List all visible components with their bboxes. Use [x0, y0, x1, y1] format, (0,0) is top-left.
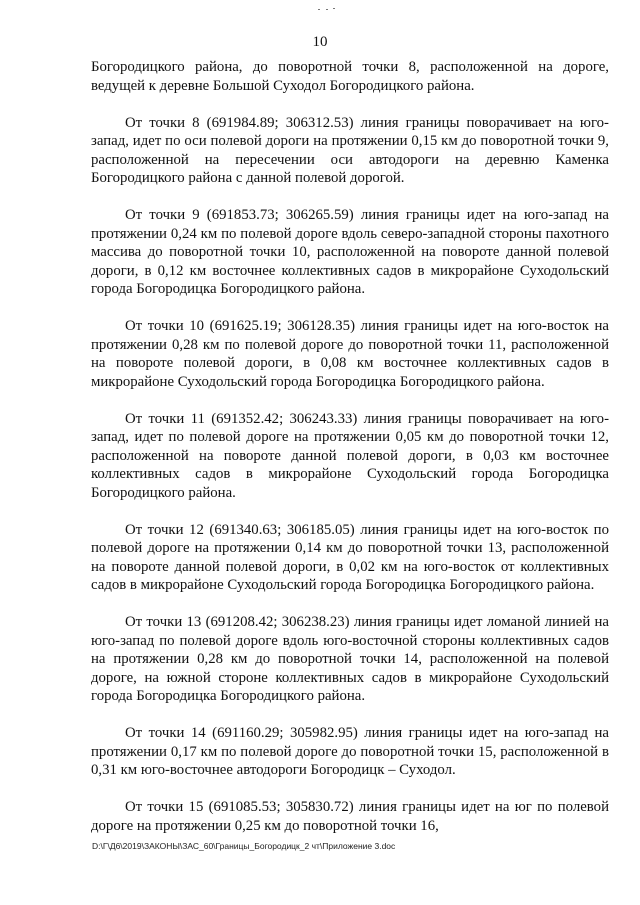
paragraph-point-8: От точки 8 (691984.89; 306312.53) линия границы поворачивает на юго-запад, идет по оси полевой дороги на протяжении 0,15 км до поворотной точки 9, расположенной на пересечении оси автодороги на деревню Каменка Богородицкого района с данной полевой дорогой.	[91, 114, 609, 186]
scan-speck	[326, 9, 328, 10]
paragraph-continuation: Богородицкого района, до поворотной точки 8, расположенной на дороге, ведущей к деревне Большой Суходол Богородицкого района.	[91, 59, 609, 94]
scan-speck	[333, 8, 335, 9]
paragraph-point-14: От точки 14 (691160.29; 305982.95) линия границы идет на юго-запад на протяжении 0,17 км по полевой дороге до поворотной точки 15, расположенной в 0,31 км юго-восточнее автодороги Богородицк – Суходол.	[91, 725, 609, 778]
scan-speck	[318, 9, 320, 10]
paragraph-point-9: От точки 9 (691853.73; 306265.59) линия границы идет на юго-запад на протяжении 0,24 км по полевой дороге вдоль северо-западной стороны пахотного массива до поворотной точки 10, расположенной на повороте данной полевой дороги, в 0,12 км восточнее коллективных садов в микрорайоне Суходольский города Богородицка Богородицкого района.	[91, 207, 609, 297]
paragraph-point-12: От точки 12 (691340.63; 306185.05) линия границы идет на юго-восток по полевой дороге на протяжении 0,14 км до поворотной точки 13, расположенной на повороте данной полевой дороги, в 0,02 км на юго-восток от коллективных садов в микрорайоне Суходольский города Богородицка Богородицкого района.	[91, 521, 609, 593]
footer-file-path: D:\Г\Д6\2019\ЗАКОНЫ\ЗАС_60\Границы_Богородицк_2 чт\Приложение 3.doc	[92, 841, 396, 851]
document-body	[91, 58, 609, 854]
paragraph-point-15: От точки 15 (691085.53; 305830.72) линия границы идет на юг по полевой дороге на протяжении 0,25 км до поворотной точки 16,	[91, 799, 609, 834]
paragraph-point-10: От точки 10 (691625.19; 306128.35) линия границы идет на юго-восток на протяжении 0,28 км по полевой дороге до поворотной точки 11, расположенной на повороте полевой дороги, в 0,08 км восточнее коллективных садов в микрорайоне Суходольский города Богородицка Богородицкого района.	[91, 318, 609, 390]
page-number: 10	[312, 34, 328, 50]
paragraph-point-13: От точки 13 (691208.42; 306238.23) линия границы идет ломаной линией на юго-запад по полевой дороге вдоль юго-восточной стороны коллективных садов на протяжении 0,28 км до поворотной точки 14, расположенной на полевой дороге, на южной стороне коллективных садов в микрорайоне Суходольский города Богородицка Богородицкого района.	[91, 614, 609, 704]
paragraph-point-11: От точки 11 (691352.42; 306243.33) линия границы поворачивает на юго-запад, идет по полевой дороге на протяжении 0,05 км до поворотной точки 12, расположенной на повороте данной полевой дороги, в 0,03 км восточнее коллективных садов в микрорайоне Суходольский города Богородицка Богородицкого района.	[91, 410, 609, 501]
